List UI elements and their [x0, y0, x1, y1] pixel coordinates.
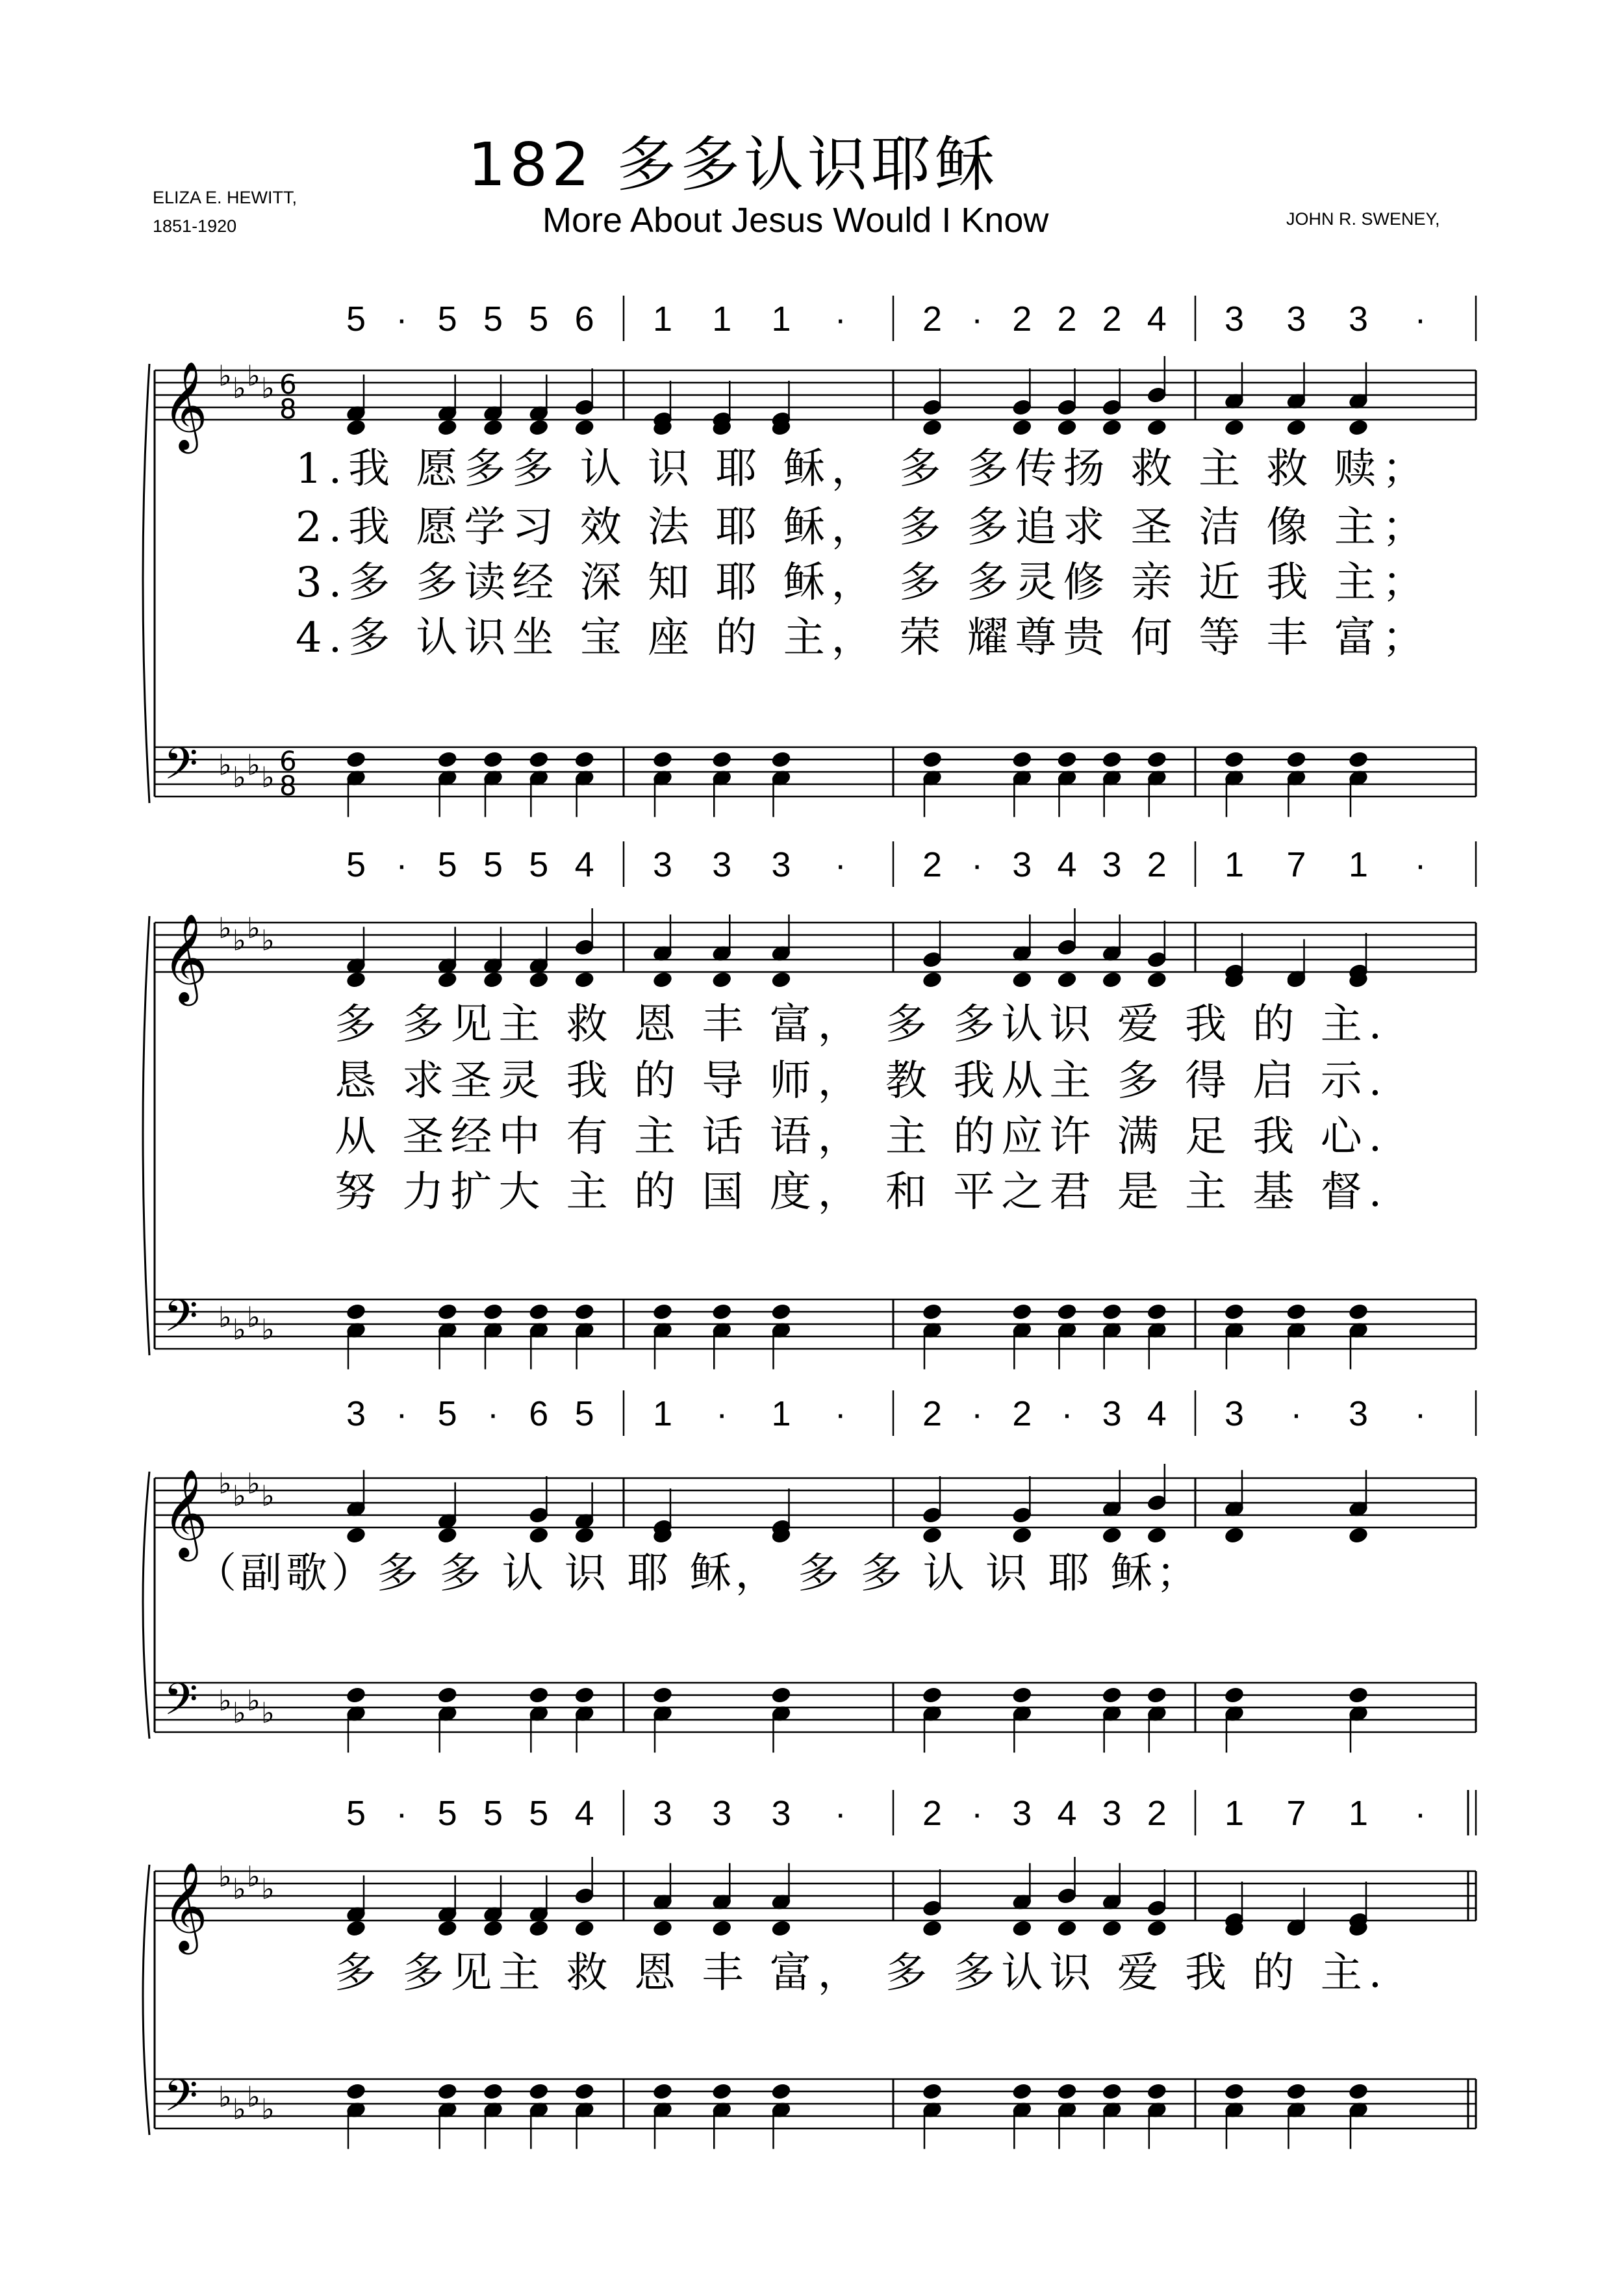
bass-notehead	[1147, 1303, 1167, 1321]
bass-notehead	[1102, 1303, 1122, 1321]
grand-staff-brace	[143, 916, 149, 1355]
bass-notehead	[1286, 2083, 1306, 2101]
treble-notehead	[574, 419, 594, 437]
bass-clef-icon: 𝄢	[164, 739, 198, 800]
jianpu-note: 3	[1348, 300, 1369, 339]
jianpu-note: 5	[346, 1794, 366, 1833]
jianpu-note: 1	[771, 1394, 791, 1433]
composer-credit: JOHN R. SWENEY,	[1286, 209, 1440, 229]
bass-notehead	[771, 1303, 791, 1321]
bass-notehead	[1224, 751, 1245, 769]
bass-notehead	[1102, 1687, 1122, 1704]
jianpu-note: 5	[529, 845, 549, 884]
flat-icon: ♭	[261, 372, 275, 405]
lyricist-dates: 1851-1920	[153, 216, 237, 236]
flat-icon: ♭	[233, 372, 246, 405]
treble-notehead	[529, 1920, 549, 1937]
bass-notehead	[1057, 1303, 1077, 1321]
flat-icon: ♭	[233, 1696, 246, 1730]
flat-icon: ♭	[233, 1313, 246, 1347]
jianpu-note: 1	[771, 300, 791, 339]
bass-notehead	[483, 1303, 503, 1321]
time-signature-bottom: 8	[279, 393, 297, 425]
treble-notehead	[653, 1920, 673, 1937]
bass-notehead	[922, 2083, 943, 2101]
bass-notehead	[771, 2083, 791, 2101]
treble-notehead	[1147, 1527, 1167, 1544]
jianpu-note: 5	[483, 845, 503, 884]
treble-notehead	[483, 971, 503, 989]
treble-notehead	[574, 971, 594, 989]
jianpu-note: 5	[437, 300, 457, 339]
jianpu-note: 7	[1286, 1794, 1306, 1833]
treble-notehead	[1012, 419, 1032, 437]
treble-notehead	[529, 419, 549, 437]
bass-notehead	[1102, 751, 1122, 769]
lyricist-name: ELIZA E. HEWITT,	[153, 188, 298, 207]
bass-notehead	[1012, 751, 1032, 769]
jianpu-note: 3	[712, 845, 732, 884]
flat-icon: ♭	[261, 1872, 275, 1906]
jianpu-note: 3	[1348, 1394, 1369, 1433]
jianpu-note: 3	[652, 1794, 673, 1833]
treble-notehead	[437, 971, 457, 989]
bass-notehead	[1147, 2083, 1167, 2101]
jianpu-note: 4	[574, 845, 594, 884]
jianpu-note: 5	[483, 1794, 503, 1833]
bass-notehead	[483, 2083, 503, 2101]
treble-notehead	[346, 971, 366, 989]
flat-icon: ♭	[247, 2080, 260, 2114]
treble-notehead	[346, 1527, 366, 1544]
bass-notehead	[653, 1303, 673, 1321]
flat-icon: ♭	[247, 912, 260, 945]
flat-icon: ♭	[233, 2093, 246, 2127]
bass-notehead	[437, 1303, 457, 1321]
treble-notehead	[1102, 971, 1122, 989]
flat-icon: ♭	[247, 359, 260, 393]
jianpu-note: 3	[1224, 300, 1245, 339]
grand-staff-brace	[143, 1472, 149, 1739]
jianpu-note: 2	[1102, 300, 1122, 339]
flat-icon: ♭	[218, 1301, 232, 1335]
treble-notehead	[574, 1920, 594, 1937]
grand-staff-brace	[143, 1865, 149, 2135]
bass-notehead	[1012, 1303, 1032, 1321]
bass-notehead	[712, 751, 732, 769]
hymn-title: 182 多多认识耶稣	[468, 130, 998, 199]
jianpu-dot: ·	[834, 845, 846, 884]
jianpu-note: 2	[922, 1394, 943, 1433]
lyric-line: 努 力扩大 主 的 国 度， 和 平之君 是 主 基 督.	[335, 1168, 1389, 1216]
treble-notehead	[1147, 1920, 1167, 1937]
bass-notehead	[529, 1687, 549, 1704]
jianpu-dot: ·	[834, 1394, 846, 1433]
jianpu-note: 2	[1147, 1794, 1167, 1833]
lyric-line: 3.多 多读经 深 知 耶 稣， 多 多灵修 亲 近 我 主；	[296, 559, 1430, 607]
bass-notehead	[529, 1303, 549, 1321]
treble-notehead	[1057, 419, 1077, 437]
treble-clef-icon: 𝄞	[162, 912, 208, 1002]
grand-staff-brace	[143, 364, 149, 803]
jianpu-note: 5	[437, 1394, 457, 1433]
treble-notehead	[771, 971, 791, 989]
treble-notehead	[1057, 971, 1077, 989]
jianpu-note: 1	[1348, 1794, 1369, 1833]
time-signature-top: 6	[279, 368, 297, 400]
bass-notehead	[483, 751, 503, 769]
bass-notehead	[1349, 1303, 1369, 1321]
jianpu-note: 5	[483, 300, 503, 339]
flat-icon: ♭	[233, 1479, 246, 1513]
jianpu-note: 3	[712, 1794, 732, 1833]
jianpu-note: 7	[1286, 845, 1306, 884]
bass-notehead	[1057, 751, 1077, 769]
treble-notehead	[922, 1527, 943, 1544]
jianpu-note: 6	[574, 300, 594, 339]
jianpu-dot: ·	[1414, 300, 1427, 339]
jianpu-dot: ·	[396, 1394, 408, 1433]
bass-notehead	[437, 1687, 457, 1704]
flat-icon: ♭	[218, 1860, 232, 1894]
jianpu-dot: ·	[1061, 1394, 1073, 1433]
flat-icon: ♭	[218, 748, 232, 782]
treble-notehead	[346, 1920, 366, 1937]
flat-icon: ♭	[233, 1872, 246, 1906]
treble-notehead	[483, 419, 503, 437]
treble-clef-icon: 𝄞	[162, 1861, 208, 1950]
jianpu-dot: ·	[1414, 1394, 1427, 1433]
treble-notehead	[1012, 971, 1032, 989]
bass-clef-icon: 𝄢	[164, 1674, 198, 1736]
flat-icon: ♭	[261, 1479, 275, 1513]
jianpu-note: 2	[1012, 1394, 1032, 1433]
flat-icon: ♭	[247, 1684, 260, 1718]
treble-notehead	[712, 971, 732, 989]
jianpu-dot: ·	[971, 845, 983, 884]
bass-notehead	[653, 2083, 673, 2101]
lyric-line: 4.多 认识坐 宝 座 的 主， 荣 耀尊贵 何 等 丰 富；	[296, 614, 1430, 662]
bass-notehead	[1012, 1687, 1032, 1704]
flat-icon: ♭	[261, 1313, 275, 1347]
flat-icon: ♭	[261, 2093, 275, 2127]
bass-notehead	[574, 751, 594, 769]
flat-icon: ♭	[233, 924, 246, 958]
jianpu-dot: ·	[396, 300, 408, 339]
bass-notehead	[574, 2083, 594, 2101]
jianpu-dot: ·	[834, 1794, 846, 1833]
flat-icon: ♭	[218, 1467, 232, 1501]
jianpu-note: 3	[1286, 300, 1306, 339]
treble-notehead	[1147, 419, 1167, 437]
treble-notehead	[1147, 971, 1167, 989]
jianpu-note: 3	[1102, 845, 1122, 884]
treble-notehead	[1102, 1920, 1122, 1937]
jianpu-note: 3	[346, 1394, 366, 1433]
jianpu-dot: ·	[1290, 1394, 1302, 1433]
jianpu-note: 1	[1224, 845, 1245, 884]
flat-icon: ♭	[218, 359, 232, 393]
jianpu-dot: ·	[396, 845, 408, 884]
bass-notehead	[529, 751, 549, 769]
flat-icon: ♭	[261, 761, 275, 795]
jianpu-note: 4	[1147, 300, 1167, 339]
bass-notehead	[1147, 1687, 1167, 1704]
treble-notehead	[1102, 1527, 1122, 1544]
jianpu-note: 2	[922, 845, 943, 884]
treble-notehead	[922, 971, 943, 989]
bass-notehead	[1224, 1687, 1245, 1704]
jianpu-dot: ·	[971, 1394, 983, 1433]
bass-notehead	[346, 1303, 366, 1321]
jianpu-note: 2	[1012, 300, 1032, 339]
treble-notehead	[712, 1920, 732, 1937]
treble-notehead	[437, 1527, 457, 1544]
treble-notehead	[1012, 1920, 1032, 1937]
flat-icon: ♭	[247, 1467, 260, 1501]
bass-notehead	[1012, 2083, 1032, 2101]
treble-notehead	[1349, 419, 1369, 437]
jianpu-note: 3	[1012, 1794, 1032, 1833]
flat-icon: ♭	[218, 912, 232, 945]
flat-icon: ♭	[247, 1301, 260, 1335]
bass-notehead	[922, 751, 943, 769]
lyric-line: 从 圣经中 有 主 话 语， 主 的应许 满 足 我 心.	[335, 1113, 1389, 1161]
bass-notehead	[653, 751, 673, 769]
jianpu-note: 3	[652, 845, 673, 884]
bass-notehead	[1147, 751, 1167, 769]
bass-clef-icon: 𝄢	[164, 2071, 198, 2132]
bass-notehead	[346, 751, 366, 769]
treble-notehead	[771, 1920, 791, 1937]
jianpu-note: 3	[1102, 1394, 1122, 1433]
treble-notehead	[529, 1527, 549, 1544]
jianpu-note: 3	[771, 845, 791, 884]
bass-notehead	[1286, 1303, 1306, 1321]
bass-notehead	[771, 751, 791, 769]
flat-icon: ♭	[218, 1684, 232, 1718]
flat-icon: ♭	[218, 2080, 232, 2114]
treble-notehead	[1286, 419, 1306, 437]
lyric-line: 多 多见主 救 恩 丰 富， 多 多认识 爱 我 的 主.	[335, 1001, 1389, 1049]
jianpu-note: 2	[1147, 845, 1167, 884]
treble-notehead	[1012, 1527, 1032, 1544]
treble-notehead	[922, 1920, 943, 1937]
jianpu-note: 6	[529, 1394, 549, 1433]
jianpu-dot: ·	[1414, 1794, 1427, 1833]
jianpu-note: 3	[1012, 845, 1032, 884]
bass-notehead	[712, 2083, 732, 2101]
jianpu-dot: ·	[487, 1394, 499, 1433]
treble-notehead	[346, 419, 366, 437]
bass-notehead	[437, 2083, 457, 2101]
jianpu-dot: ·	[971, 1794, 983, 1833]
bass-notehead	[574, 1687, 594, 1704]
flat-icon: ♭	[261, 1696, 275, 1730]
treble-notehead	[1102, 419, 1122, 437]
treble-notehead	[437, 419, 457, 437]
jianpu-dot: ·	[716, 1394, 728, 1433]
jianpu-note: 2	[1057, 300, 1077, 339]
jianpu-note: 2	[922, 300, 943, 339]
treble-clef-icon: 𝄞	[162, 360, 208, 450]
treble-notehead	[483, 1920, 503, 1937]
bass-notehead	[574, 1303, 594, 1321]
flat-icon: ♭	[233, 761, 246, 795]
jianpu-dot: ·	[1414, 845, 1427, 884]
refrain-lyric-line: （副歌）多 多 认 识 耶 稣， 多 多 认 识 耶 稣；	[195, 1550, 1202, 1598]
jianpu-note: 5	[574, 1394, 594, 1433]
jianpu-dot: ·	[834, 300, 846, 339]
bass-notehead	[1224, 2083, 1245, 2101]
jianpu-note: 3	[771, 1794, 791, 1833]
jianpu-dot: ·	[396, 1794, 408, 1833]
treble-notehead	[574, 1527, 594, 1544]
jianpu-note: 1	[712, 300, 732, 339]
jianpu-note: 4	[1147, 1394, 1167, 1433]
bass-notehead	[771, 1687, 791, 1704]
treble-notehead	[437, 1920, 457, 1937]
jianpu-note: 3	[1102, 1794, 1122, 1833]
time-signature-bottom: 8	[279, 770, 297, 802]
bass-notehead	[922, 1303, 943, 1321]
jianpu-note: 5	[346, 300, 366, 339]
bass-notehead	[1224, 1303, 1245, 1321]
jianpu-note: 5	[529, 1794, 549, 1833]
jianpu-dot: ·	[971, 300, 983, 339]
bass-notehead	[437, 751, 457, 769]
jianpu-note: 1	[1348, 845, 1369, 884]
jianpu-note: 5	[437, 1794, 457, 1833]
jianpu-note: 1	[652, 300, 673, 339]
lyric-line: 多 多见主 救 恩 丰 富， 多 多认识 爱 我 的 主.	[335, 1949, 1389, 1997]
jianpu-note: 5	[529, 300, 549, 339]
lyric-line: 恳 求圣灵 我 的 导 师， 教 我从主 多 得 启 示.	[335, 1057, 1389, 1105]
treble-notehead	[922, 419, 943, 437]
jianpu-note: 4	[574, 1794, 594, 1833]
lyric-line: 1.我 愿多多 认 识 耶 稣， 多 多传扬 救 主 救 赎；	[296, 445, 1430, 493]
jianpu-note: 1	[652, 1394, 673, 1433]
bass-notehead	[653, 1687, 673, 1704]
bass-notehead	[529, 2083, 549, 2101]
bass-clef-icon: 𝄢	[164, 1291, 198, 1353]
flat-icon: ♭	[247, 1860, 260, 1894]
jianpu-note: 5	[437, 845, 457, 884]
jianpu-note: 4	[1057, 845, 1077, 884]
flat-icon: ♭	[261, 924, 275, 958]
hymn-subtitle: More About Jesus Would I Know	[542, 201, 1049, 240]
treble-notehead	[529, 971, 549, 989]
bass-notehead	[1102, 2083, 1122, 2101]
bass-notehead	[712, 1303, 732, 1321]
jianpu-note: 1	[1224, 1794, 1245, 1833]
treble-notehead	[1349, 1527, 1369, 1544]
bass-notehead	[346, 1687, 366, 1704]
bass-notehead	[1349, 751, 1369, 769]
bass-notehead	[1286, 751, 1306, 769]
bass-notehead	[922, 1687, 943, 1704]
jianpu-note: 4	[1057, 1794, 1077, 1833]
treble-clef-icon: 𝄞	[162, 1468, 208, 1557]
treble-notehead	[1057, 1920, 1077, 1937]
bass-notehead	[1349, 2083, 1369, 2101]
time-signature-top: 6	[279, 745, 297, 777]
flat-icon: ♭	[247, 748, 260, 782]
jianpu-note: 2	[922, 1794, 943, 1833]
bass-notehead	[346, 2083, 366, 2101]
treble-notehead	[1224, 419, 1245, 437]
jianpu-note: 5	[346, 845, 366, 884]
treble-notehead	[653, 971, 673, 989]
lyric-line: 2.我 愿学习 效 法 耶 稣， 多 多追求 圣 洁 像 主；	[296, 504, 1430, 552]
bass-notehead	[1057, 2083, 1077, 2101]
bass-notehead	[1349, 1687, 1369, 1704]
jianpu-note: 3	[1224, 1394, 1245, 1433]
treble-notehead	[1224, 1527, 1245, 1544]
